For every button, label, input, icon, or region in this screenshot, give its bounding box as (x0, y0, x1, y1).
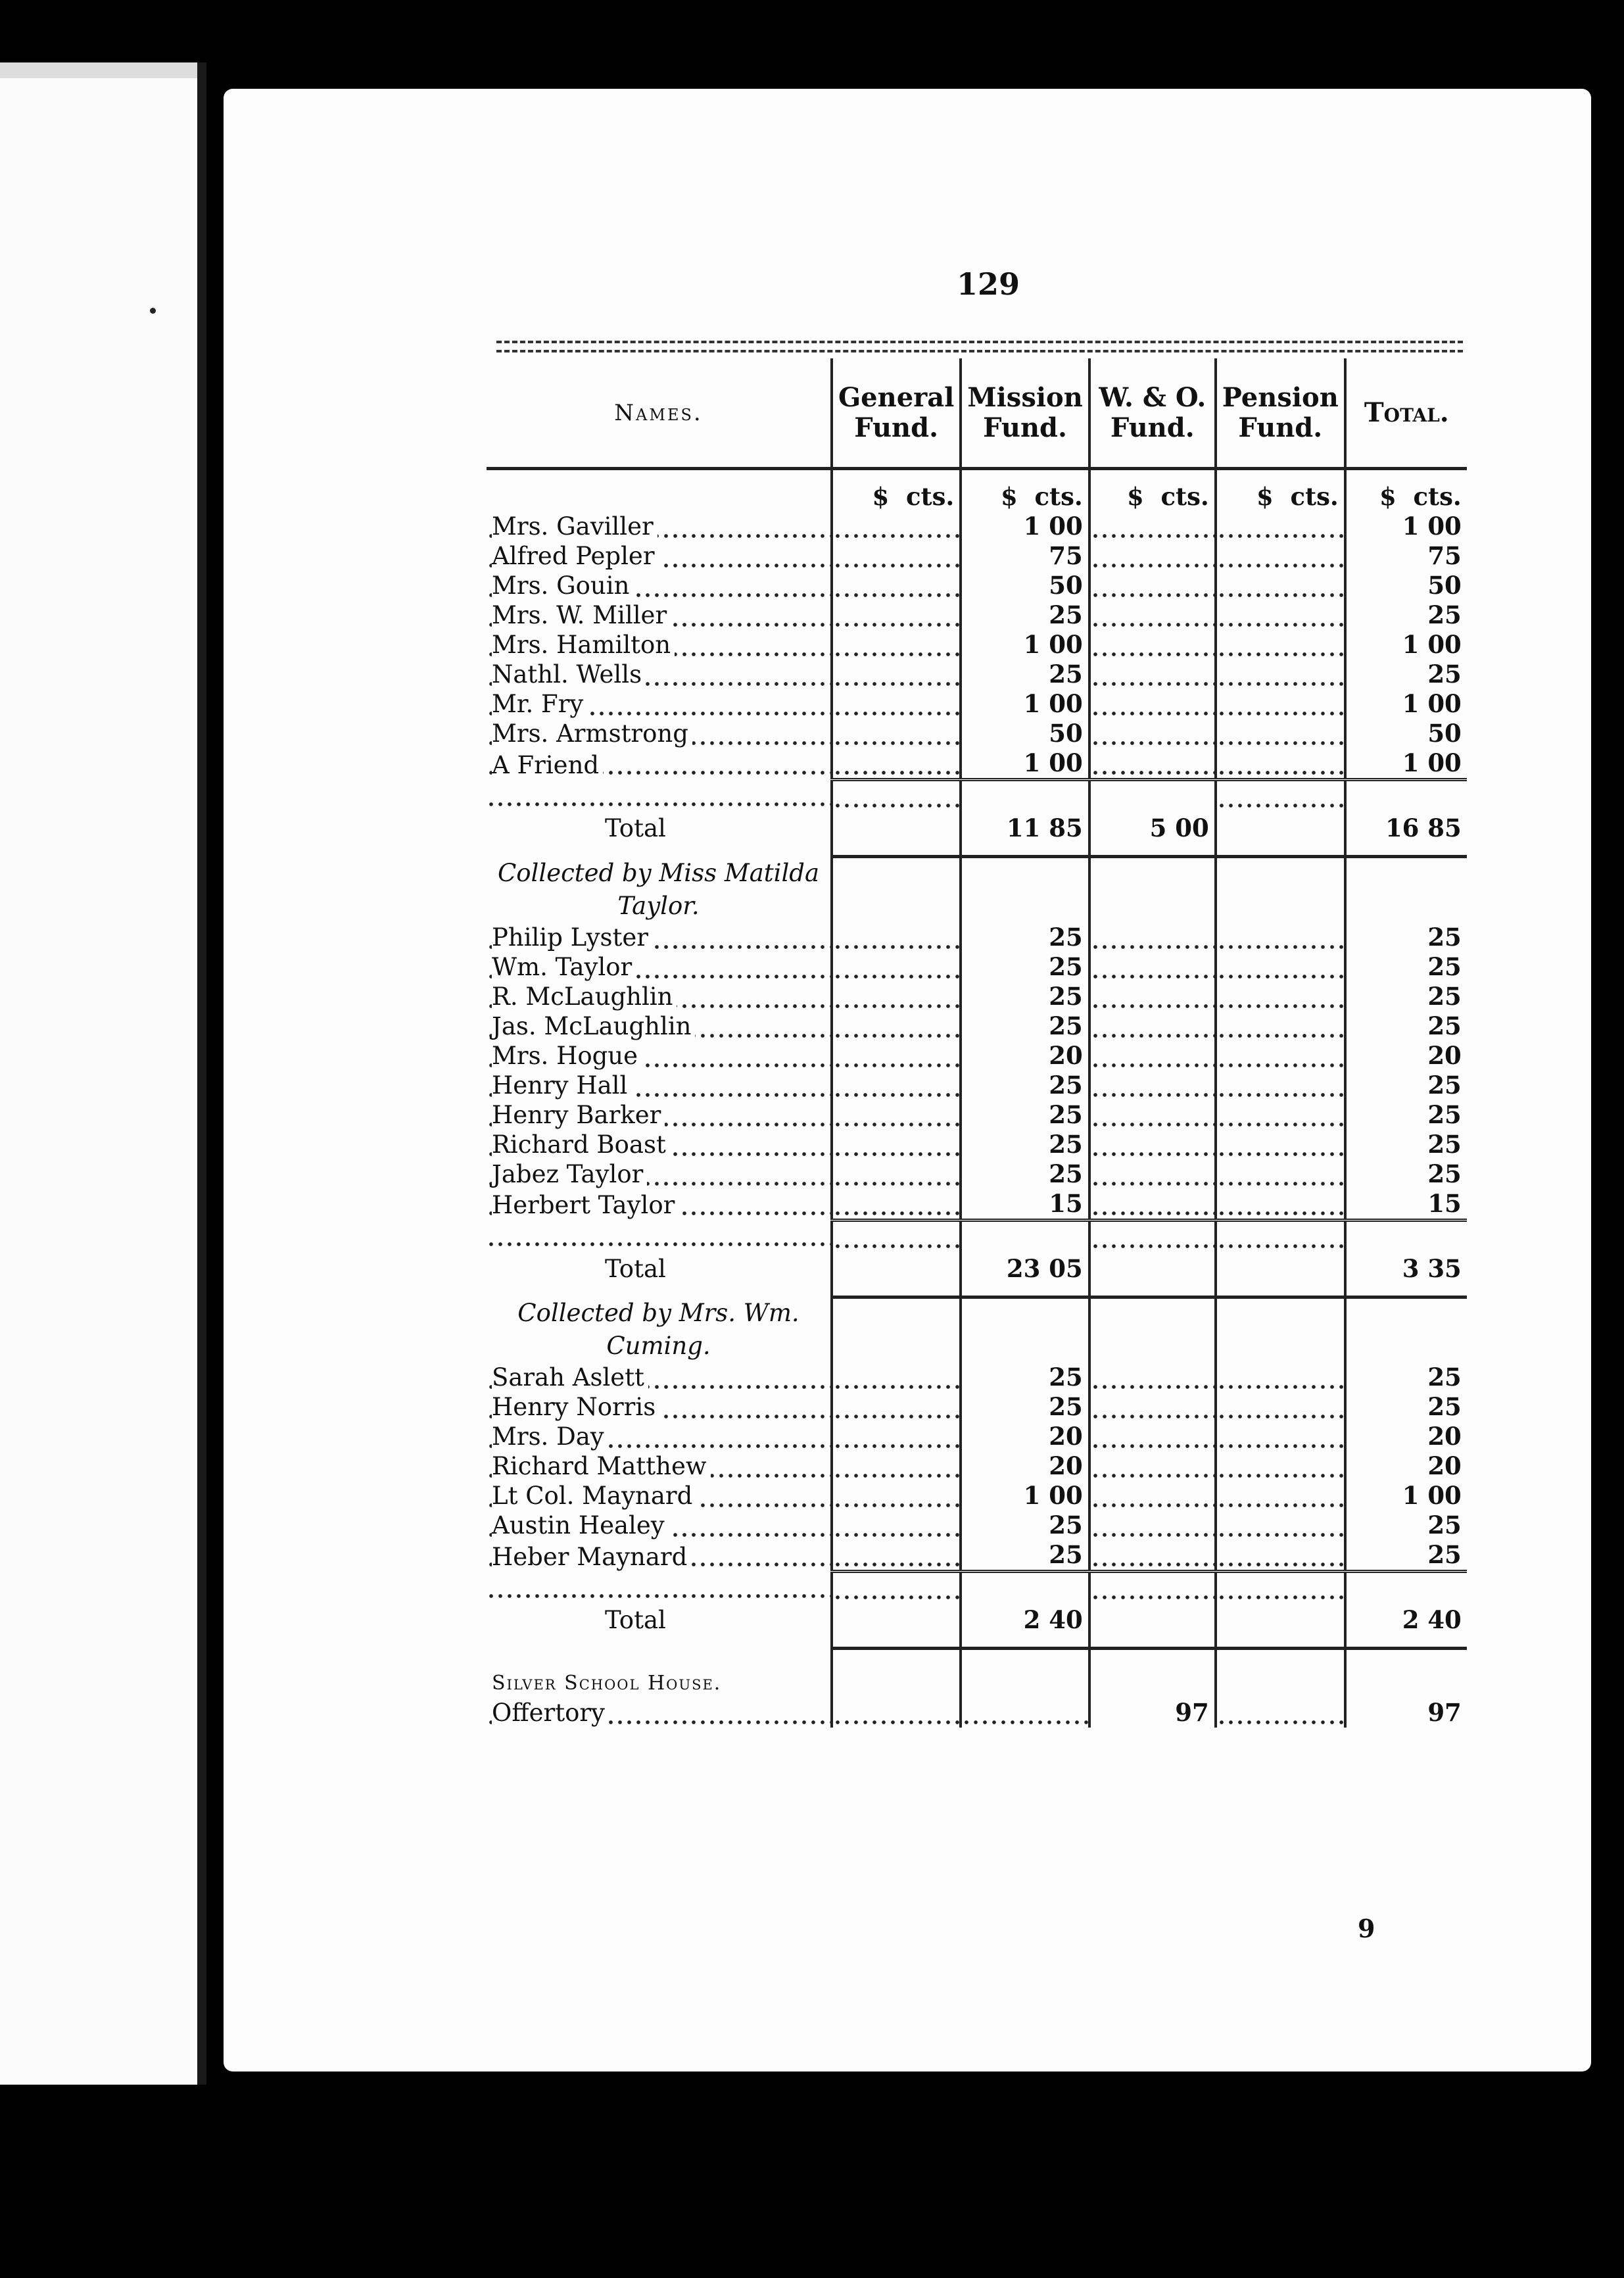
amount-pension (1216, 982, 1345, 1011)
entry-name-text: Sarah Aslett (492, 1363, 648, 1392)
amount-total: 25 (1345, 1159, 1467, 1189)
entry-name-text: R. McLaughlin (492, 982, 677, 1011)
amount-pension (1216, 748, 1345, 780)
col-total: Total. (1345, 358, 1467, 469)
amount-mission: 75 (961, 541, 1089, 571)
separator-rule (832, 1284, 961, 1297)
amount-total: 2 40 (1345, 1572, 1467, 1636)
separator-rule (961, 1635, 1089, 1649)
separator-row (487, 1635, 1467, 1649)
amount-total: 25 (1345, 660, 1467, 689)
amount-wo (1089, 1451, 1216, 1481)
entry-name-text: Henry Barker (492, 1101, 665, 1129)
blank-cell (1216, 857, 1345, 923)
entry-name-text: Total (605, 1606, 670, 1634)
amount-wo (1089, 1130, 1216, 1159)
amount-pension (1216, 952, 1345, 982)
amount-wo (1089, 982, 1216, 1011)
amount-mission: 25 (961, 1071, 1089, 1100)
amount-general (832, 1363, 961, 1392)
amount-mission: 1 00 (961, 512, 1089, 541)
table-row (487, 630, 1467, 660)
amount-mission: 25 (961, 982, 1089, 1011)
table-row (487, 1422, 1467, 1451)
total-row (487, 1220, 1467, 1284)
table-row (487, 1511, 1467, 1540)
separator-rule (961, 843, 1089, 857)
amount-mission: 25 (961, 1392, 1089, 1422)
top-rule-2 (496, 350, 1463, 352)
amount-wo: 97 (1089, 1698, 1216, 1728)
table-row (487, 923, 1467, 952)
entry-name (487, 689, 832, 719)
amount-pension (1216, 660, 1345, 689)
top-rule (496, 341, 1463, 343)
entry-name-text: Richard Boast (492, 1130, 670, 1159)
amount-wo (1089, 1159, 1216, 1189)
amount-general (832, 1392, 961, 1422)
amount-mission: 25 (961, 1130, 1089, 1159)
table-row (487, 1071, 1467, 1100)
amount-wo (1089, 719, 1216, 748)
separator-rule (1089, 1635, 1216, 1649)
amount-total: 1 00 (1345, 512, 1467, 541)
entry-name-text: Alfred Pepler (492, 542, 659, 570)
amount-wo (1089, 1189, 1216, 1221)
amount-pension (1216, 1220, 1345, 1284)
amount-pension (1216, 1159, 1345, 1189)
separator-rule (961, 1284, 1089, 1297)
table-row (487, 719, 1467, 748)
table-row (487, 952, 1467, 982)
amount-general (832, 1071, 961, 1100)
entry-name-text: Mrs. Armstrong (492, 719, 692, 748)
col-general-fund: General Fund. (832, 358, 961, 469)
table-row (487, 1130, 1467, 1159)
amount-wo (1089, 600, 1216, 630)
amount-mission: 25 (961, 952, 1089, 982)
amount-total: 75 (1345, 541, 1467, 571)
entry-name-text: Richard Matthew (492, 1452, 711, 1480)
separator-rule (832, 843, 961, 857)
amount-pension (1216, 630, 1345, 660)
amount-mission: 23 05 (961, 1220, 1089, 1284)
entry-name (487, 1451, 832, 1481)
separator-rule (1216, 843, 1345, 857)
amount-pension (1216, 571, 1345, 600)
entry-name (487, 780, 832, 844)
blank-cell (1345, 857, 1467, 923)
amount-general (832, 1011, 961, 1041)
collector-row (487, 857, 1467, 923)
table-row (487, 541, 1467, 571)
amount-pension (1216, 1071, 1345, 1100)
amount-pension (1216, 1572, 1345, 1636)
entry-name-text: Mrs. Gouin (492, 571, 633, 600)
amount-pension (1216, 1130, 1345, 1159)
amount-total: 25 (1345, 1363, 1467, 1392)
amount-pension (1216, 719, 1345, 748)
amount-total: 25 (1345, 1392, 1467, 1422)
separator-blank (487, 1284, 832, 1297)
amount-mission (961, 1698, 1089, 1728)
table-row (487, 1041, 1467, 1071)
amount-general (832, 689, 961, 719)
table-row (487, 689, 1467, 719)
amount-wo (1089, 1481, 1216, 1511)
blank-cell (961, 1297, 1089, 1363)
entry-name (487, 1511, 832, 1540)
amount-mission: 25 (961, 923, 1089, 952)
entry-name-text: A Friend (492, 751, 603, 779)
col-pension-fund: Pension Fund. (1216, 358, 1345, 469)
amount-general (832, 1540, 961, 1572)
entry-name (487, 512, 832, 541)
amount-pension (1216, 923, 1345, 952)
amount-mission: 20 (961, 1422, 1089, 1451)
amount-wo (1089, 1220, 1216, 1284)
collector-row (487, 1297, 1467, 1363)
amount-general (832, 571, 961, 600)
amount-mission: 25 (961, 1363, 1089, 1392)
page-number: 129 (957, 266, 1020, 302)
col-wo-fund: W. & O. Fund. (1089, 358, 1216, 469)
amount-mission: 25 (961, 1100, 1089, 1130)
amount-mission: 15 (961, 1189, 1089, 1221)
amount-mission: 25 (961, 1159, 1089, 1189)
amount-pension (1216, 512, 1345, 541)
amount-mission: 11 85 (961, 780, 1089, 844)
entry-name (487, 571, 832, 600)
separator-row (487, 843, 1467, 857)
amount-mission: 50 (961, 571, 1089, 600)
amount-wo (1089, 689, 1216, 719)
subscription-ledger (487, 358, 1467, 1728)
amount-wo (1089, 571, 1216, 600)
table-row (487, 748, 1467, 780)
blank-cell (1345, 1297, 1467, 1363)
facing-page-top-edge (0, 62, 197, 78)
table-row (487, 982, 1467, 1011)
separator-rule (1345, 1284, 1467, 1297)
entry-name-text: Herbert Taylor (492, 1191, 679, 1219)
separator-row (487, 1284, 1467, 1297)
table-row (487, 660, 1467, 689)
amount-mission: 20 (961, 1041, 1089, 1071)
blank-cell (832, 857, 961, 923)
facing-page-edge (0, 62, 206, 2085)
blank-cell (1089, 857, 1216, 923)
entry-name-text: Lt Col. Maynard (492, 1482, 696, 1510)
unit-row: $ cts. $ cts. $ cts. $ cts. $ cts. (487, 469, 1467, 512)
amount-pension (1216, 541, 1345, 571)
section-row (487, 1649, 1467, 1698)
amount-general (832, 1041, 961, 1071)
amount-wo (1089, 923, 1216, 952)
amount-general (832, 1511, 961, 1540)
amount-general (832, 982, 961, 1011)
entry-name-text: Offertory (492, 1699, 609, 1727)
collector-heading: Collected by Mrs. Wm. Cuming. (517, 1299, 800, 1360)
amount-general (832, 1189, 961, 1221)
amount-pension (1216, 689, 1345, 719)
total-row (487, 1572, 1467, 1636)
amount-mission: 2 40 (961, 1572, 1089, 1636)
separator-rule (1345, 1635, 1467, 1649)
amount-mission: 25 (961, 1011, 1089, 1041)
amount-total: 15 (1345, 1189, 1467, 1221)
amount-mission: 25 (961, 1540, 1089, 1572)
table-row (487, 1011, 1467, 1041)
entry-name-text: Jabez Taylor (492, 1160, 647, 1188)
amount-total: 20 (1345, 1041, 1467, 1071)
amount-mission: 25 (961, 600, 1089, 630)
entry-name (487, 1011, 832, 1041)
entry-name (487, 1422, 832, 1451)
amount-total: 97 (1345, 1698, 1467, 1728)
table-row (487, 600, 1467, 630)
entry-name (487, 1698, 832, 1728)
header-row (487, 358, 1467, 469)
amount-pension (1216, 1698, 1345, 1728)
amount-pension (1216, 1481, 1345, 1511)
entry-name (487, 952, 832, 982)
amount-wo (1089, 660, 1216, 689)
entry-name (487, 1071, 832, 1100)
collector-heading: Collected by Miss Matilda Taylor. (497, 858, 820, 920)
amount-pension (1216, 600, 1345, 630)
entry-name (487, 660, 832, 689)
amount-wo (1089, 952, 1216, 982)
separator-rule (832, 1635, 961, 1649)
entry-name (487, 1100, 832, 1130)
amount-general (832, 1220, 961, 1284)
table-row (487, 1392, 1467, 1422)
amount-wo (1089, 1363, 1216, 1392)
signature-mark: 9 (1358, 1914, 1375, 1943)
amount-mission: 1 00 (961, 1481, 1089, 1511)
amount-total: 20 (1345, 1422, 1467, 1451)
entry-name (487, 1363, 832, 1392)
entry-name (487, 748, 832, 780)
separator-rule (1345, 843, 1467, 857)
amount-wo (1089, 512, 1216, 541)
amount-total: 16 85 (1345, 780, 1467, 844)
table-row (487, 1451, 1467, 1481)
amount-total: 20 (1345, 1451, 1467, 1481)
table-row (487, 1540, 1467, 1572)
amount-pension (1216, 1189, 1345, 1221)
entry-name (487, 1481, 832, 1511)
amount-general (832, 1100, 961, 1130)
amount-pension (1216, 1451, 1345, 1481)
entry-name-text: Wm. Taylor (492, 953, 636, 981)
amount-pension (1216, 1363, 1345, 1392)
entry-name-text: Total (605, 814, 670, 842)
entry-name (487, 541, 832, 571)
amount-mission: 1 00 (961, 689, 1089, 719)
entry-name (487, 630, 832, 660)
entry-name-text: Mrs. W. Miller (492, 601, 671, 629)
separator-rule (1089, 843, 1216, 857)
table-row (487, 1481, 1467, 1511)
amount-mission: 1 00 (961, 748, 1089, 780)
entry-name-text: Henry Hall (492, 1071, 631, 1100)
separator-blank (487, 1635, 832, 1649)
amount-pension (1216, 1540, 1345, 1572)
amount-wo (1089, 748, 1216, 780)
amount-total: 1 00 (1345, 748, 1467, 780)
amount-general (832, 1572, 961, 1636)
entry-name (487, 1189, 832, 1221)
entry-name (487, 1130, 832, 1159)
amount-total: 25 (1345, 1011, 1467, 1041)
amount-total: 25 (1345, 982, 1467, 1011)
amount-general (832, 1159, 961, 1189)
amount-general (832, 952, 961, 982)
table-row (487, 1189, 1467, 1221)
amount-total: 1 00 (1345, 689, 1467, 719)
blank-cell (961, 1649, 1089, 1698)
amount-general (832, 541, 961, 571)
amount-wo (1089, 541, 1216, 571)
amount-wo (1089, 1392, 1216, 1422)
separator-blank (487, 843, 832, 857)
amount-general (832, 923, 961, 952)
amount-general (832, 660, 961, 689)
amount-wo (1089, 1011, 1216, 1041)
total-row (487, 780, 1467, 844)
margin-speck (150, 308, 156, 314)
separator-rule (1089, 1284, 1216, 1297)
amount-pension (1216, 780, 1345, 844)
amount-general (832, 512, 961, 541)
amount-general (832, 1698, 961, 1728)
amount-general (832, 1422, 961, 1451)
entry-name (487, 1572, 832, 1636)
amount-total: 50 (1345, 571, 1467, 600)
amount-general (832, 719, 961, 748)
amount-total: 50 (1345, 719, 1467, 748)
section-heading: Silver School House. (492, 1671, 722, 1695)
entry-name (487, 1392, 832, 1422)
entry-name (487, 1220, 832, 1284)
entry-name-text: Mrs. Hogue (492, 1042, 642, 1070)
blank-cell (1345, 1649, 1467, 1698)
col-mission-fund: Mission Fund. (961, 358, 1089, 469)
amount-mission: 1 00 (961, 630, 1089, 660)
table-row (487, 1698, 1467, 1728)
entry-name-text: Mr. Fry (492, 690, 587, 718)
entry-name (487, 600, 832, 630)
amount-wo (1089, 1071, 1216, 1100)
amount-general (832, 1130, 961, 1159)
amount-general (832, 600, 961, 630)
entry-name-text: Henry Norris (492, 1393, 659, 1421)
entry-name-text: Nathl. Wells (492, 660, 646, 689)
amount-wo (1089, 1540, 1216, 1572)
amount-total: 1 00 (1345, 1481, 1467, 1511)
entry-name-text: Jas. McLaughlin (492, 1012, 695, 1040)
amount-total: 25 (1345, 600, 1467, 630)
blank-cell (1089, 1297, 1216, 1363)
table-row (487, 571, 1467, 600)
amount-total: 3 35 (1345, 1220, 1467, 1284)
entry-name (487, 923, 832, 952)
blank-cell (1089, 1649, 1216, 1698)
amount-wo (1089, 1511, 1216, 1540)
amount-total: 25 (1345, 952, 1467, 982)
entry-name-text: Mrs. Hamilton (492, 631, 675, 659)
amount-pension (1216, 1100, 1345, 1130)
entry-name (487, 1041, 832, 1071)
amount-total: 25 (1345, 1540, 1467, 1572)
amount-pension (1216, 1011, 1345, 1041)
amount-pension (1216, 1422, 1345, 1451)
amount-total: 25 (1345, 923, 1467, 952)
entry-name-text: Philip Lyster (492, 923, 652, 952)
separator-rule (1216, 1284, 1345, 1297)
blank-cell (1216, 1297, 1345, 1363)
amount-pension (1216, 1511, 1345, 1540)
separator-rule (1216, 1635, 1345, 1649)
entry-name (487, 1540, 832, 1572)
entry-name-text: Mrs. Day (492, 1422, 608, 1451)
entry-name-text: Total (605, 1255, 670, 1283)
entry-name-text: Heber Maynard (492, 1543, 691, 1571)
amount-general (832, 1451, 961, 1481)
blank-cell (832, 1297, 961, 1363)
col-names: Names. (487, 358, 832, 469)
amount-wo (1089, 1572, 1216, 1636)
blank-cell (961, 857, 1089, 923)
amount-general (832, 1481, 961, 1511)
entry-name (487, 982, 832, 1011)
amount-total: 25 (1345, 1100, 1467, 1130)
table-row (487, 512, 1467, 541)
table-row (487, 1363, 1467, 1392)
amount-mission: 50 (961, 719, 1089, 748)
amount-mission: 25 (961, 660, 1089, 689)
table-row (487, 1159, 1467, 1189)
amount-mission: 25 (961, 1511, 1089, 1540)
amount-pension (1216, 1041, 1345, 1071)
entry-name (487, 719, 832, 748)
entry-name (487, 1159, 832, 1189)
amount-wo (1089, 1422, 1216, 1451)
amount-wo: 5 00 (1089, 780, 1216, 844)
amount-wo (1089, 1100, 1216, 1130)
amount-general (832, 748, 961, 780)
amount-wo (1089, 630, 1216, 660)
table-row (487, 1100, 1467, 1130)
amount-total: 25 (1345, 1071, 1467, 1100)
entry-name-text: Austin Healey (492, 1511, 669, 1539)
amount-general (832, 780, 961, 844)
amount-mission: 20 (961, 1451, 1089, 1481)
amount-total: 25 (1345, 1130, 1467, 1159)
entry-name-text: Mrs. Gaviller (492, 512, 657, 541)
blank-cell (1216, 1649, 1345, 1698)
amount-pension (1216, 1392, 1345, 1422)
blank-cell (832, 1649, 961, 1698)
amount-total: 1 00 (1345, 630, 1467, 660)
amount-total: 25 (1345, 1511, 1467, 1540)
amount-general (832, 630, 961, 660)
amount-wo (1089, 1041, 1216, 1071)
